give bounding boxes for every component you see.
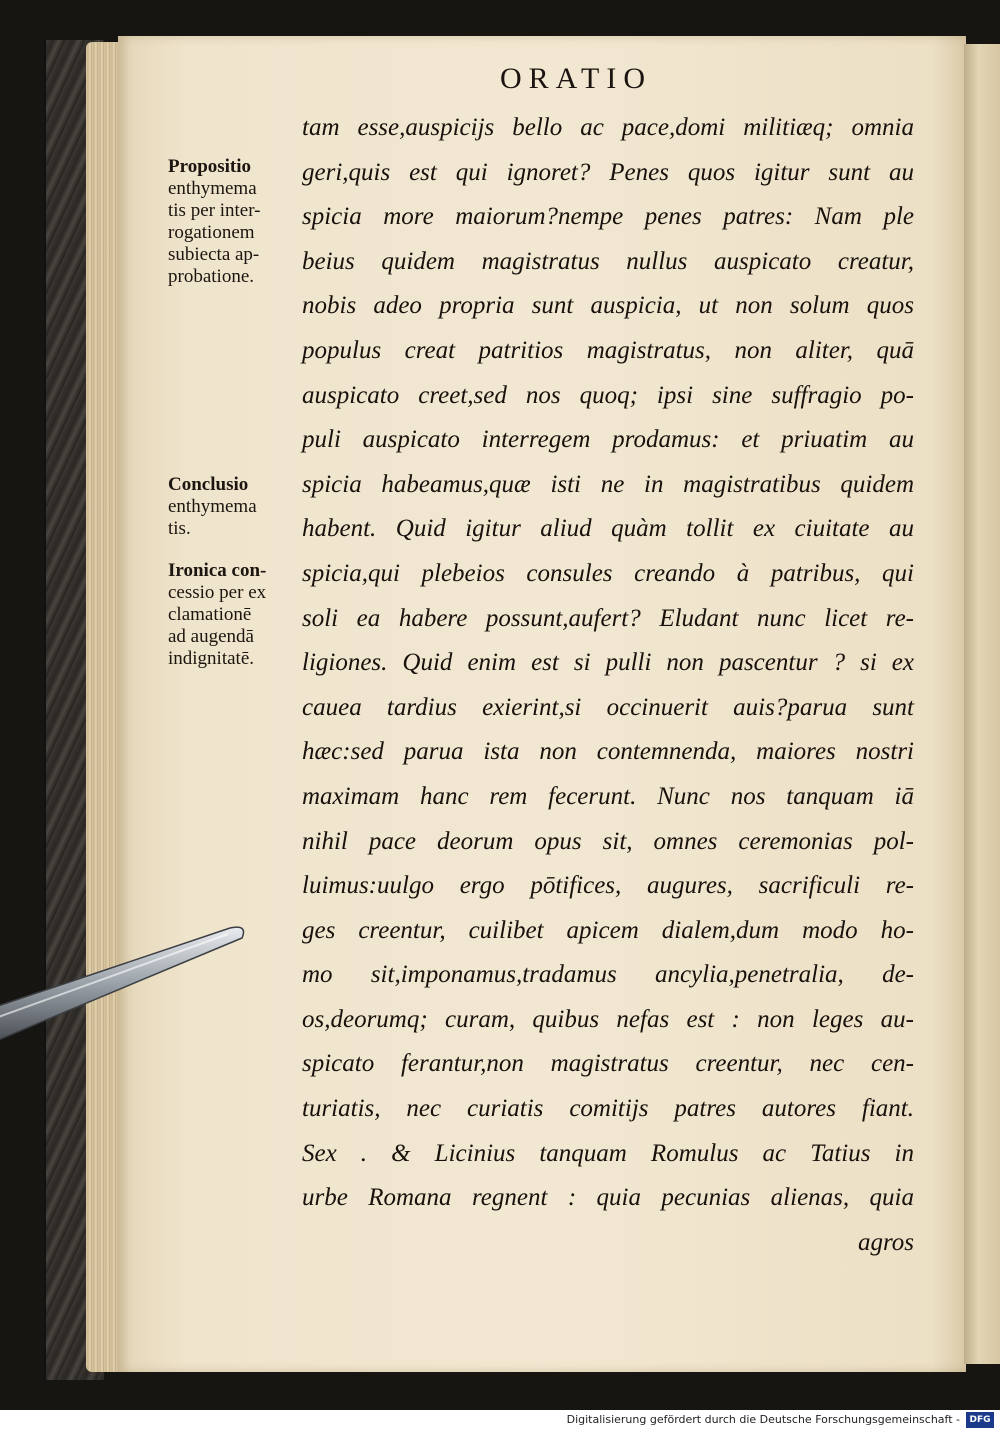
marginal-note-line: cessio per ex — [168, 582, 267, 603]
text-line: auspicato creet,sed nos quoq; ipsi sine suffragio po- — [302, 381, 914, 409]
text-line: spicia habeamus,quæ isti ne in magistratibus quidem — [302, 470, 914, 498]
marginal-note-propositio — [168, 156, 318, 288]
marginal-note-line: probatione. — [168, 266, 255, 287]
text-line: soli ea habere possunt,aufert? Eludant nunc licet re- — [302, 604, 914, 632]
text-line: urbe Romana regnent : quia pecunias alienas, quia — [302, 1184, 914, 1212]
footer-bar — [0, 1410, 1000, 1431]
marginal-note-line: clamationē — [168, 604, 252, 625]
text-line: puli auspicato interregem prodamus: et priuatim au — [302, 426, 914, 454]
text-line: tam esse,auspicijs bello ac pace,domi militiæq; omnia — [302, 114, 914, 141]
page-holder-knife — [0, 900, 280, 1050]
text-line: maximam hanc rem fecerunt. Nunc nos tanquam iā — [302, 782, 914, 810]
text-line: habent. Quid igitur aliud quàm tollit ex ciuitate au — [302, 515, 914, 543]
marginal-note-line: subiecta ap- — [168, 244, 260, 265]
body-text — [302, 106, 914, 1265]
text-line: beius quidem magistratus nullus auspicato creatur, — [302, 247, 914, 275]
text-line: spicia more maiorum?nempe penes patres: Nam ple — [302, 203, 914, 231]
funding-credit: Digitalisierung gefördert durch die Deutsche Forschungsgemeinschaft - — [566, 1413, 960, 1426]
text-line: hæc:sed parua ista non contemnenda, maiores nostri — [302, 738, 914, 766]
text-line: nobis adeo propria sunt auspicia, ut non solum quos — [302, 292, 914, 320]
marginal-note-line: tis per inter- — [168, 200, 261, 221]
text-line: geri,quis est qui ignoret? Penes quos igitur sunt au — [302, 158, 914, 186]
marginal-note-line: enthymema — [168, 178, 257, 199]
marginal-note-line: Conclusio — [168, 474, 249, 495]
marginal-note-line: indignitatē. — [168, 648, 255, 669]
text-line: luimus:uulgo ergo pōtifices, augures, sacrificuli re- — [302, 872, 914, 900]
text-line: spicia,qui plebeios consules creando à patribus, qui — [302, 559, 914, 587]
running-head: ORATIO — [500, 62, 652, 95]
marginal-note-ironica — [168, 560, 318, 670]
text-line: nihil pace deorum opus sit, omnes ceremonias pol- — [302, 827, 914, 855]
marginal-note-line: Ironica con- — [168, 560, 267, 581]
marginal-note-line: Propositio — [168, 156, 252, 177]
text-line: ges creentur, cuilibet apicem dialem,dum modo ho- — [302, 916, 914, 944]
catchword: agros — [857, 1228, 914, 1256]
text-line: turiatis, nec curiatis comitijs patres autores fiant. — [302, 1095, 914, 1123]
facing-page-edge — [964, 44, 1000, 1364]
marginal-note-line: ad augendā — [168, 626, 254, 647]
marginal-note-line: enthymema — [168, 496, 257, 517]
dfg-logo-icon: DFG — [966, 1412, 994, 1428]
text-line: spicato ferantur,non magistratus creentur, nec cen- — [302, 1050, 914, 1078]
text-line: Sex . & Licinius tanquam Romulus ac Tatius in — [302, 1139, 914, 1167]
text-line: mo sit,imponamus,tradamus ancylia,penetralia, de- — [302, 961, 914, 989]
marginal-note-conclusio — [168, 474, 318, 540]
marginal-note-line: rogationem — [168, 222, 255, 243]
text-line: os,deorumq; curam, quibus nefas est : non leges au- — [302, 1005, 914, 1033]
marginal-note-line: tis. — [168, 518, 191, 539]
text-line: cauea tardius exierint,si occinuerit auis?parua sunt — [302, 693, 914, 721]
text-line: ligiones. Quid enim est si pulli non pascentur ? si ex — [302, 649, 914, 677]
text-line: populus creat patritios magistratus, non aliter, quā — [302, 336, 914, 364]
